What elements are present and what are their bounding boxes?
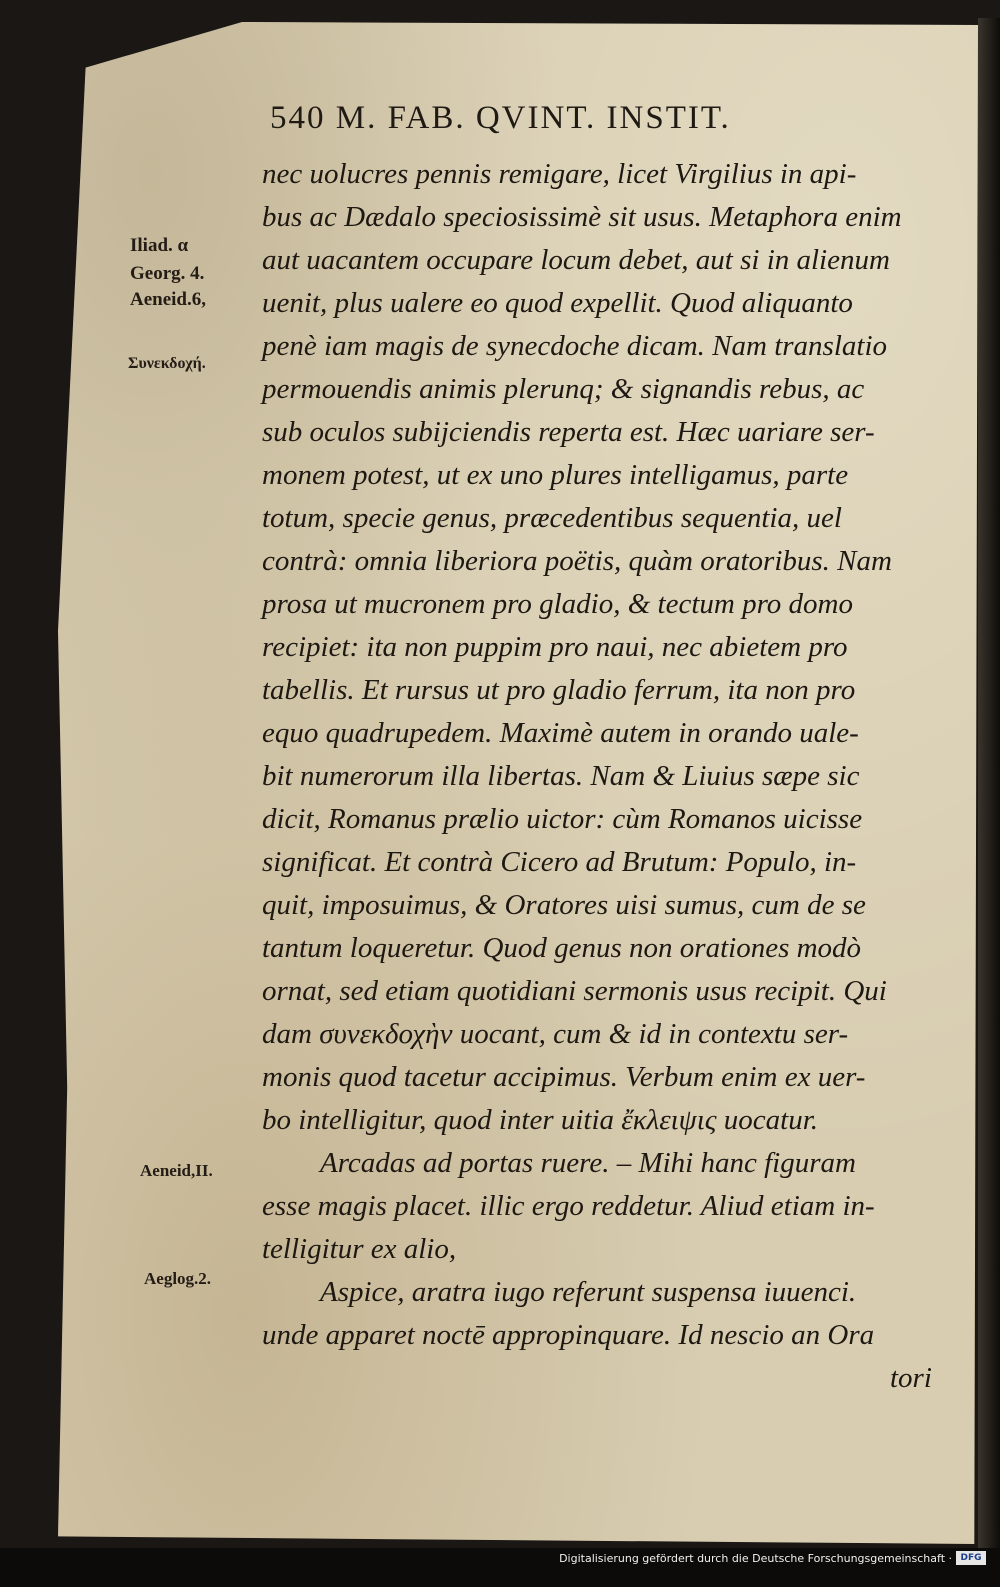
text-line: Arcadas ad portas ruere. – Mihi hanc figuram [320,1147,856,1179]
text-line: ornat, sed etiam quotidiani sermonis usus recipit. Qui [262,975,887,1007]
text-line: monis quod tacetur accipimus. Verbum enim ex uer- [262,1061,866,1093]
text-line: monem potest, ut ex uno plures intelligamus, parte [262,459,849,491]
text-line: sub oculos subijciendis reperta est. Hæc uariare ser- [262,416,875,448]
margin-note-aeneid-6: Aeneid.6, [130,289,206,310]
text-line: bus ac Dædalo speciosissimè sit usus. Metaphora enim [262,201,902,233]
text-line: tantum loqueretur. Quod genus non orationes modò [262,932,862,964]
text-line: equo quadrupedem. Maximè autem in orando uale- [262,717,859,749]
margin-note-synecdoche: Συνεκδοχή. [128,355,206,372]
dfg-logo: DFG [956,1551,986,1565]
text-line: tabellis. Et rursus ut pro gladio ferrum, ita non pro [262,674,856,706]
text-line: uenit, plus ualere eo quod expellit. Quod aliquanto [262,287,853,319]
text-line: contrà: omnia liberiora poëtis, quàm oratoribus. Nam [262,545,892,577]
text-line: dicit, Romanus prælio uictor: cùm Romanos uicisse [262,803,863,835]
text-line: bo intelligitur, quod inter uitia ἔκλειψις uocatur. [262,1104,819,1136]
text-line: totum, specie genus, præcedentibus sequentia, uel [262,502,842,534]
margin-note-aeglog: Aeglog.2. [144,1269,212,1288]
text-line: recipiet: ita non puppim pro naui, nec abietem pro [262,631,848,663]
text-line: permouendis animis plerunq; & signandis rebus, ac [262,373,865,405]
text-line: nec uolucres pennis remigare, licet Virgilius in api- [262,158,857,190]
text-line: prosa ut mucronem pro gladio, & tectum pro domo [262,588,853,620]
text-line: dam συνεκδοχὴν uocant, cum & id in contextu ser- [262,1018,849,1050]
text-line: significat. Et contrà Cicero ad Brutum: Populo, in- [262,846,857,878]
footer-credit: Digitalisierung gefördert durch die Deutsche Forschungsgemeinschaft · [559,1552,952,1565]
catchword: tori [890,1362,932,1394]
text-line: aut uacantem occupare locum debet, aut si in alienum [262,244,890,276]
margin-note-aeneid-11: Aeneid,II. [140,1161,213,1180]
text-line: unde apparet noctē appropinquare. Id nescio an Ora [262,1319,875,1351]
text-line: quit, imposuimus, & Oratores uisi sumus, cum de se [262,889,866,921]
margin-note-iliad: Iliad. α [130,235,189,256]
running-head: 540 M. FAB. QVINT. INSTIT. [270,100,731,136]
text-line: telligitur ex alio, [262,1233,457,1265]
margin-note-georg: Georg. 4. [130,263,205,284]
text-line: Aspice, aratra iugo referunt suspensa iuuenci. [320,1276,857,1308]
text-line: penè iam magis de synecdoche dicam. Nam translatio [262,330,888,362]
text-line: bit numerorum illa libertas. Nam & Liuius sæpe sic [262,760,860,792]
page-edge-shadow [978,18,1000,1548]
text-line: esse magis placet. illic ergo reddetur. Aliud etiam in- [262,1190,875,1222]
